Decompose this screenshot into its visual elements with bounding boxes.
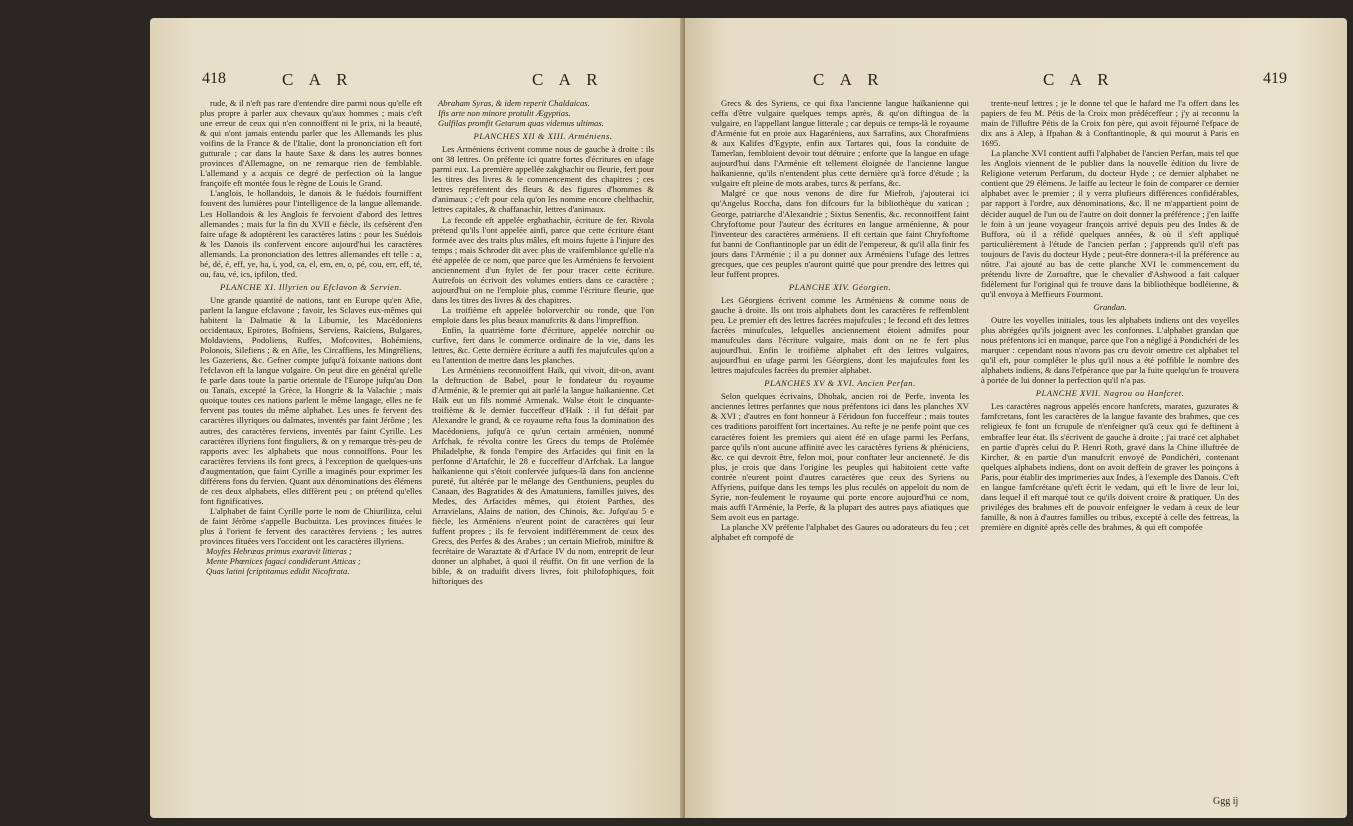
page-number-left: 418 [202,70,226,87]
text-column [981,98,1239,793]
paragraph: L'anglois, le hollandois, le danois & le fuédois fourniffent fouvent des lumières pour l'intelligence de la langue allemande. Les Hollandois & les Anglois fe fervoient d'abord des lettres allemandes ; mais fur la fin du XVII e fiècle, ils cefsèrent d'en faire ufage & adoptèrent les caractères latins : pour les Suédois & les Danois ils confervent encore aujourd'hui les caractères allemands. La prononciation des lettres allemandes eft telle : a, bé, dé, é, eff, ye, ha, i, yod, ca, el, em, en, o, pé, cou, err, eff, té, ou, fau, vé, ics, ipfilon, tfed. [200,188,422,279]
section-heading: PLANCHES XV & XVI. Ancien Perfan. [764,378,916,389]
paragraph: La planche XVI contient auffi l'alphabet de l'ancien Perfan, mais tel que les Anglois viennent de le publier dans la nouvelle édition du livre de Religione veterum Perfarum, du docteur Hyde ; ce dernier alphabet ne contient que 29 élémens. Je laiffe au lecteur le foin de comparer ce dernier alphabet avec le premier ; il y verra plufieurs différences confidérables, par rapport à l'ordre, aux dénominations, &c. Il ne m'appartient point de décider auquel de l'un ou de l'autre on doit donner la préférence ; j'en laiffe le foin à un jeune voyageur françois arrivé depuis peu des Indes & de Buffora, où il a réfidé quelques années, & où il s'eft appliqué particulièrement à l'étude de l'ancien perfan ; j'apprends qu'il n'eft pas toujours de l'avis du docteur Hyde ; peut-être donnera-t-il la préférence au nôtre. J'ai ajouté au bas de cette planche XVI le commencement du prétendu livre de Zoroaftre, que le chevalier d'Ashwood a fait calquer fidèlement fur l'original qui fe trouve dans la bibliothèque bodléienne, & qu'il envoya à Meffieurs Fourmont. [981,148,1239,299]
subheading: Grandan. [1093,301,1127,312]
paragraph: Les Arméniens écrivent comme nous de gauche à droite : ils ont 38 lettres. On préfente ici quatre fortes d'écritures en ufage parmi eux. La première appellée zakghachir ou fleurie, fert pour les titres des livres & le commencement des chapitres ; ces lettres repréfentent des fleurs & des figures d'hommes & d'animaux ; c'eft pour cela qu'on les nomme encore chelthachir, lettres capitales, & chaffanachir, lettres d'animaux. [432,144,654,215]
verse-line: Gulfilas promfit Getarum quas videmus ultimas. [438,118,604,129]
paragraph: Les Géorgiens écrivent comme les Arméniens & comme nous de gauche à droite. Ils ont trois alphabets dont les caractères fe reffemblent peu. Le premier eft des lettres facrées majufcules ; le fecond eft des lettres facrées minufcules, lefquelles anciennement étoient admifes pour manufcules dans l'écriture vulgaire, mais dont on ne fe fert plus aujourd'hui. Enfin le troifième alphabet eft des lettres vulgaires, aujourd'hui en ufage parmi les Géorgiens, dont les majufcules font les lettres majufcules facrées du premier alphabet. [711,294,969,376]
paragraph: Les caractères nagrous appelés encore hanfcrets, marates, guzurates & famfcretans, font les caractères de la langue favante des brahmes, que ces religieux fe font un fcrupule de n'enfeigner qu'à ceux qui fe deftinent à embraffer leur état. Ils s'écrivent de gauche à droite ; j'ai tracé cet alphabet en partie d'après celui du P. Henri Roth, gravé dans la Chine illuftrée de Kircher, & en partie d'un manufcrit envoyé de Pondichéri, contenant quelques alphabets indiens, dont on avoit deffein de graver les poinçons à Paris, pour établir des imprimeries aux Indes, à l'exemple des Danois. C'eft en langue famfcrétane qu'eft écrit le vedam, qui eft le livre de leur loi, dans lequel il eft marqué tout ce qu'ils doivent croire & pratiquer. Un des priviléges des brahmes eft de pouvoir enfeigner le vedam à ceux de leur famille, & non à d'autres familles ou tribus, excepté à celle des fettreas, la première en dignité après celle des brahmes, & qui eft compofée [981,401,1239,532]
paragraph: La planche XV préfente l'alphabet des Gaures ou adorateurs du feu ; cet alphabet eft compofé de [711,521,969,542]
text-column [432,98,654,813]
paragraph: Selon quelques écrivains, Dhohak, ancien roi de Perfe, inventa les anciennes lettres perfannes que nous préfentons ici dans les planches XV & XVI ; d'autres en font honneur à Féridoun fon fucceffeur ; mais toutes ces traditions paroiffent fort incertaines. Au refte je ne penfe point que ces caractères foient les premiers qui aient été en ufage parmi les Perfans, parce qu'ils n'ont aucune affinité avec les caractères fyriens & phéniciens, &c. ce qui devroit être, felon moi, pour conftater leur ancienneté. Je dis plus, je crois que dans l'origine les peuples qui habitoient cette vafte contrée n'eurent point d'autres caractères que ceux des Syriens ou Affyriens, puifque dans les temps les plus reculés on appeloit du nom de Syrie, non-feulement le royaume qui porte encore aujourd'hui ce nom, mais auffi l'Arménie, la Perfe, & la plupart des autres pays afiatiques que Sem avoit eus en partage. [711,391,969,522]
paragraph: Les Arméniens reconnoiffent Haïk, qui vivoit, dit-on, avant la deftruction de Babel, pour le fondateur du royaume d'Arménie, & le premier qui ait parlé la langue haïkanienne. Cet Haïk eut un fils nommé Armenak. Walse étoit le cinquante-troifième & le dernier fucceffeur d'Haïk : il fut défait par Alexandre le grand, & ce royaume refta fous la domination des Macédoniens, jufqu'à ce qu'un certain arménien, nommé Arfchak, fe révolta contre les Grecs du temps de Ptolémée Philadelphe, & fonda l'empire des Arfacides qui finit en la perfonne d'Artafchir, le 28 e fucceffeur d'Arfchak. La langue haïkanienne qui s'étoit confervée jufques-là dans fon ancienne pureté, fut altérée par le mélange des Genthuniens, peuples du Canaan, des Bagratides & des Amatuniens, familles juives, des Medes, des Arfacides mêmes, qui étoient Parthes, des Arravielans, Alains de nation, des Chinois, &c. Jufqu'au 5 e fiècle, les Arméniens n'eurent point de caractères qui leur fuffent propres ; ils fe fervoient indifféremment de ceux des Grecs, des Perfes & des Arabes ; un certain Miefrob, miniftre & fecrétaire de Waraztate & d'Arface IV du nom, entreprit de leur donner un alphabet, à quoi il réuffit. On fit une verfion de la bible, & on traduifit divers livres, foit philofophiques, foit hiftoriques des [432,365,654,587]
signature-mark: Ggg ij [1213,796,1239,807]
section-heading: PLANCHE XI. Illyrien ou Efclavon & Servien. [220,281,402,292]
page-number-right: 419 [1263,70,1287,87]
paragraph: Enfin, la quatrième forte d'écriture, appelée notrchir ou curfive, fert dans le commerce ordinaire de la vie, dans les lettres, &c. Cette dernière écriture a auffi fes majufcules qu'on a eu l'attention de mettre dans les planches. [432,325,654,366]
verse-line: Ifis arte non minore protulit Ægyptias. [438,108,571,119]
text-column [711,98,969,808]
verse-line: Moyfes Hebræas primus exaravit litteras ; [206,546,352,557]
paragraph: Malgré ce que nous venons de dire fur Miefrob, j'ajouterai ici qu'Angelus Roccha, dans fon difcours fur la bibliothèque du vatican ; George, patriarche d'Alexandrie ; Sixtus Senenfis, &c. reconnoiffent faint Chryfoftome pour l'auteur des écritures en langue arménienne, & pour l'inventeur des caractères arméniens. Il eft certain que faint Chryfoftome fut banni de Conftantinople par un édit de l'empereur, & qu'il alla finir fes jours dans l'Arménie ; il a pu donner aux Arméniens l'ufage des lettres grecques, que ces peuples n'auront quitté que pour prendre des lettres qui leur fuffent propres. [711,188,969,279]
paragraph: Grecs & des Syriens, ce qui fixa l'ancienne langue haïkanienne qui ceffa d'être vulgaire quelques temps après, & qu'on diftingua de la vulgaire, en l'appellant langue litterale ; car depuis ce temps-là le royaume d'Arménie fut en proie aux Hagaréniens, aux Sarrafins, aux Chorafmiens & aux Kalifes d'Egypte, enfin aux Tartares qui, fous la conduite de Tamerlan, fembloient devoir tout détruire ; enforte que la langue en ufage aujourd'hui dans l'Arménie eft tellement éloignée de l'ancienne langue haïkanienne, qu'ils n'entendent plus cette dernière qu'à force d'étude ; la vulgaire eft pleine de mots arabes, turcs & perfans, &c. [711,98,969,189]
paragraph: rude, & il n'eft pas rare d'entendre dire parmi nous qu'elle eft plus propre à parler aux chevaux qu'aux hommes ; mais c'eft une erreur de ceux qui n'en connoiffent ni le prix, ni la beauté, & qui n'ont jamais entendu parler que les Allemands les plus voifins de la France & de l'Italie, dont la prononciation eft fort gutturale ; car dans la haute Saxe & dans les autres bonnes provinces d'Allemagne, on ne remarque rien de femblable. L'allemand y a acquis ce degré de perfection où la langue françoife eft montée fous le règne de Louis le Grand. [200,98,422,189]
section-heading: PLANCHE XVII. Nagrou ou Hanfcret. [1035,388,1185,399]
section-heading: PLANCHES XII & XIII. Arméniens. [473,131,613,142]
running-head: C A R [813,70,885,89]
verse-line: Quas latini fcriptitamus edidit Nicoftrata. [206,566,350,577]
running-head: C A R [282,70,354,89]
paragraph: Une grande quantité de nations, tant en Europe qu'en Afie, parlent la langue efclavone ; favoir, les Sclaves eux-mêmes qui habitent la Dalmatie & la Liburnie, les Macédoniens occidentaux, Epirotes, Bofniens, Serviens, Raiciens, Bulgares, Moldaviens, Podoliens, Ruffes, Mofcovites, Bohémiens, Polonois, Silefiens ; & en Afie, les Circaffiens, les Mingréliens, les Gazeriens, &c. Gefner compte jufqu'à foixante nations dont l'efclavon eft la langue vulgaire. On peut dire en général qu'elle fe parle dans toute la partie orientale de l'Europe jufqu'au Don ou Tanaïs, excepté la Grèce, la Hongrie & la Valachie ; mais quoique toutes ces nations parlent le même langage, elles ne fe fervent pas toutes du même alphabet. Les unes fe fervent des caractères illyriques ou dalmates, inventés par faint Jérôme ; les autres, des caractères ferviens, inventés par faint Cyrille. Les caractères illyriens font finguliers, & on y remarque très-peu de rapports avec les alphabets que nous connoiffons. Pour les caractères ferviens ils font grecs, à l'exception de quelques-uns d'augmentation, que faint Cyrille a imaginés pour exprimer les différens fons du fervien. Quant aux dénominations des élémens de ces deux alphabets, elles diffèrent peu ; on prétend qu'elles font fignificatives. [200,294,422,506]
section-heading: PLANCHE XIV. Géorgien. [788,281,892,292]
verse-line: Mente Phœnices fagaci condiderunt Atticas ; [206,556,361,567]
right-page [685,18,1347,818]
paragraph: La feconde eft appelée erghathachir, écriture de fer. Rivola prétend qu'ils l'ont appelée ainfi, parce que cette écriture étant formée avec des traits plus mâles, eft moins fujette à l'injure des temps ; mais Schroder dit avec plus de vraifemblance qu'elle n'a été appelée de ce nom, que parce que les Arméniens fe fervoient anciennement d'un ftylet de fer pour tracer cette écriture. Autrefois on écrivoit des volumes entiers dans ce caractère ; aujourd'hui on ne l'emploie plus, comme l'écriture fleurie, que dans les titres des livres & des chapitres. [432,214,654,305]
paragraph: La troifième eft appelée bolorverchir ou ronde, que l'on emploie dans les plus beaux manufcrits & dans l'impreffion. [432,304,654,325]
paragraph: trente-neuf lettres ; je le donne tel que le hafard me l'a offert dans les papiers de feu M. Pétis de la Croix mon prédéceffeur ; j'y ai reconnu la main de l'illuftre Pétis de la Croix fon père, qui avoit féjourné l'efpace de dix ans à Alep, à Ifpahan & à Conftantinople, & qui mourut à Paris en 1695. [981,98,1239,149]
paragraph: L'alphabet de faint Cyrille porte le nom de Chiurilitza, celui de faint Jérôme s'appelle Bucbuitza. Les provinces fituées le plus à l'orient fe fervent des caractères ferviens ; les autres provinces fituées vers l'occident ont les caractères illyriens. [200,505,422,547]
text-column [200,98,422,813]
running-head: C A R [532,70,604,89]
running-head: C A R [1043,70,1115,89]
verse-line: Abraham Syras, & idem reperit Chaldaicas. [438,98,590,108]
left-page [150,18,685,818]
paragraph: Outre les voyelles initiales, tous les alphabets indiens ont des voyelles plus abrégées qu'ils joignent avec les confonnes. L'alphabet grandan que nous préfentons ici en manque, parce que l'on a négligé à Pondichéri de les marquer : cependant nous n'avons pas cru devoir omettre cet alphabet tel qu'il eft, pour compléter le plus qu'il nous a été poffible le nombre des alphabets indiens, & dans l'efpérance que par la fuite quelqu'un fe trouvera à portée de lui donner la perfection qu'il n'a pas. [981,314,1239,386]
